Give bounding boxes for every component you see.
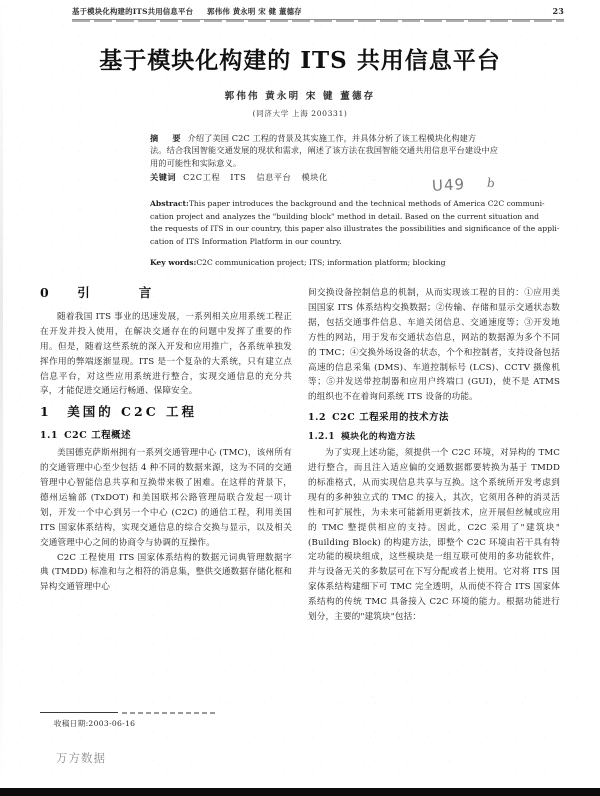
section-heading-1-1: [40, 429, 292, 444]
author-list: 郭伟伟 黄永明 宋 键 董德存: [224, 91, 376, 102]
running-title: 基于模块化构建的ITS共用信息平台: [72, 7, 194, 16]
abstract-line-3: 用的可能性和实际意义。: [150, 157, 242, 168]
page-number: 23: [552, 6, 564, 16]
section-heading-1-2: [308, 411, 560, 426]
section-heading-0: 0 引 言: [40, 285, 160, 300]
page-title: 基于模块化构建的 ITS 共用信息平台: [99, 47, 501, 74]
abstract-label: 摘 要: [150, 133, 184, 143]
footnote-rule: [40, 712, 118, 713]
section-1-1-paragraph-2: C2C 工程使用 ITS 国家体系结构的数据元词典管理数据字典 (TMDD) 标准和与之相符的消息集，整供交通数据存储化框和异构交通管理中心: [40, 552, 292, 593]
english-abstract-label: Abstract:: [150, 199, 189, 208]
section-1-2-1-number: 1.2.1: [308, 432, 335, 443]
english-abstract-line-2: cation project and analyzes the "building block" method in detail. Based on the current situation and: [150, 211, 539, 221]
section-1-2-title: C2C 工程采用的技术方法: [332, 412, 450, 424]
section-1-2-number: 1.2: [308, 412, 327, 424]
wanfang-watermark: 万方数据: [56, 751, 106, 765]
english-abstract-text-1: This paper introduces the background and the technical methods of America C2C communi-: [188, 199, 545, 208]
handwritten-mark-annotation: b: [486, 175, 496, 191]
keyword-1: ITS: [230, 172, 247, 183]
abstract-text-1: 介绍了美国 C2C 工程的背景及其实施工作，并具体分析了该工程模块化构建方: [187, 133, 477, 143]
section-1-2-1-paragraph-1: 为了实现上述功能，须提供一个 C2C 环境，对异构的 TMC 进行整合，而且注入适应偏的交通数据都要转换为基于 TMDD 的标准格式，从而实现信息共享与互换。这个系统所开发考虑到现有的多种独立式的 TMC 的接入，其次，它须用各种的消灵活性和可扩展性，为未来可能新用更新技术，应开展但丝械或应用的 TMC 整提供相应的支持。因此，C2C 采用了"建筑块"(Building Block) 的构建方法，即整个 C2C 环境由若干具有特定功能的模块组成，这些模块是一组互联可使用的多功能软件，并与设备无关的多数层可在下写分配或者上使用。它对将 ITS 国家体系结构建细下可 TMC 完全透明，从而使不符合 ITS 国家体系结构的传统 TMC 具备接入 C2C 环境的能力。根据功能进行划分，主要的"建筑块"包括：: [308, 448, 560, 623]
section-0-paragraph-1: 随着我国 ITS 事业的迅速发展，一系列相关应用系统工程正在开发并投入使用，在解决交通存在的问题中发挥了重要的作用。但是，随着这些系统的深入开发和应用推广，各系统单独发挥作用的弊端逐渐显现。ITS 是一个复杂的大系统，只有建立点信息平台，对这些应用系统进行整合，实现交通信息的充分共享，才能促进交通运行畅通、保障安全。: [40, 311, 292, 397]
section-heading-1-2-1: [308, 430, 560, 445]
received-date-footnote: 收稿日期:2003-06-16: [54, 719, 136, 728]
header-rule-secondary: [72, 20, 564, 22]
english-abstract-line-3: the requests of ITS in our country, this paper also illustrates the possibilities and significance of the appli-: [150, 224, 560, 234]
english-keywords-line: [150, 258, 562, 267]
right-column-continued-paragraph: 间交换设备控制信息的机制，从而实现该工程的目的：①应用美国国家 ITS 体系结构交换数据；②传输、存储和显示交通状态数据，包括交通事件信息、车道关闭信息、交通速度等；③开发地方性的网站，用于发布交通状态信息，网站的数据源为多个不同的 TMC；④交换外场设备的状态，个个和控制者，支持设备包括高速的信息采集 (DMS)、车道控制标号 (LCS)、CCTV 摄像机等；⑤并发送带控制器和应用户终端口 (GUI)，使不是 ATMS 的组织也不在着询问系统 ITS 设备的功能。: [308, 288, 560, 403]
english-keywords-label: Key words:: [150, 258, 197, 268]
english-abstract-line-1: [150, 198, 562, 211]
body-column-right: [308, 286, 560, 625]
section-heading-1: 1 美国的 C2C 工程: [40, 404, 197, 420]
scan-bottom-edge: [0, 788, 600, 796]
abstract-block: [150, 132, 560, 183]
running-header: [72, 6, 564, 19]
keywords-line: [150, 172, 560, 183]
keyword-2: 信息平台: [256, 172, 292, 183]
section-1-2-1-title: 模块化的构造方法: [341, 432, 416, 443]
abstract-line-2: 法。结合我国智能交通发展的现状和需求，阐述了该方法在我国智能交通共用信息平台建设中应: [150, 145, 499, 156]
section-1-1-number: 1.1: [40, 430, 59, 442]
section-1-1-paragraph-1: 美国德克萨斯州拥有一系列交通管理中心 (TMC)，该州所有的交通管理中心至少包括 4 种不同的数据来源，这为不同的交通管理中心智能信息共享和互换带来极了困难。在这样的背景下，德州运输部 (TxDOT) 和美国联邦公路管理局联合发起一项计划，开发一个中心到另一个中心 (C2C) 的通信工程，利用美国 ITS 国家体系结构，实现交通信息的综合交换与显示，以及相关交通管理中心之间的协商令与协调的互操作。: [40, 448, 292, 548]
english-abstract-block: [150, 198, 562, 267]
footnote-rule-dotted: [122, 712, 218, 714]
running-header-text: [72, 6, 302, 17]
keyword-3: 模块化: [301, 172, 328, 183]
running-authors: 郭伟伟 黄永明 宋 健 董德存: [207, 7, 302, 16]
abstract-line-1: [150, 132, 560, 144]
body-column-left: [40, 286, 292, 595]
english-abstract-line-4: cation of ITS Information Platform in our country.: [150, 236, 342, 246]
english-keywords-text: C2C communication project; ITS; information platform; blocking: [196, 258, 446, 268]
keyword-0: C2C工程: [183, 172, 221, 183]
section-1-1-title: C2C 工程概述: [64, 430, 132, 442]
handwritten-classification-annotation: U49: [431, 175, 466, 195]
affiliation: (同济大学 上海 200331): [252, 109, 348, 118]
keywords-label: 关键词: [150, 172, 177, 183]
